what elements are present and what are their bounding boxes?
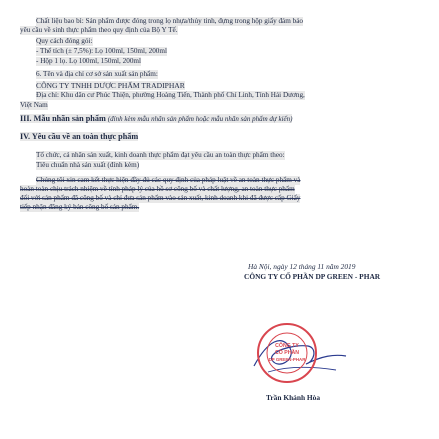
commitment-line4: tiếp nhận đăng ký bản công bố sản phẩm. xyxy=(20,203,140,211)
packaging-material-line2: yêu cầu về sinh thực phẩm theo quy định của Bộ Y Tế. xyxy=(20,26,178,34)
commitment-line2: hoàn toàn chịu trách nhiệm về tính pháp lý của hồ sơ công bố và chất lượng, an toàn thực phẩm xyxy=(20,185,295,193)
signing-date: Hà Nội, ngày 12 tháng 11 năm 2019 xyxy=(248,262,356,271)
packaging-box: - Hộp 1 lọ. Lọ 100ml, 150ml, 200ml xyxy=(36,57,142,65)
company-seal xyxy=(256,322,318,384)
packaging-material-line1: Chất liệu bao bì: Sản phẩm được đóng trong lọ nhựa/thủy tinh, đựng trong hộp giấy đảm bảo xyxy=(36,17,304,25)
company-signatory: CÔNG TY CỔ PHẦN DP GREEN - PHAR xyxy=(244,272,381,281)
packaging-spec-label: Quy cách đóng gói: xyxy=(36,37,93,45)
manufacturer-address-line2: Việt Nam xyxy=(20,101,48,109)
manufacturer-name: CÔNG TY TNHH DƯỢC PHẨM TRADIPHAR xyxy=(36,81,185,90)
packaging-volume: - Thể tích (± 7,5%): Lọ 100ml, 150ml, 200ml xyxy=(36,47,167,55)
manufacturer-address-line1: Địa chỉ: Khu dân cư Phúc Thiện, phường Hoàng Tiến, Thành phố Chí Linh, Tỉnh Hải Dương, xyxy=(36,91,305,99)
svg-text:CÔNG TY: CÔNG TY xyxy=(275,343,299,349)
section-3-title: III. Mẫu nhãn sản phẩm xyxy=(20,114,106,123)
signer-name: Trần Khánh Hòa xyxy=(266,393,321,402)
manufacturer-label: 6. Tên và địa chỉ cơ sở sản xuất sản phẩm: xyxy=(36,70,158,78)
section-4-title: IV. Yêu cầu về an toàn thực phẩm xyxy=(20,132,139,141)
section-4-standard: Tiêu chuẩn nhà sản xuất (đính kèm) xyxy=(36,161,140,169)
section-4-paragraph: Tổ chức, cá nhân sản xuất, kinh doanh thực phẩm đạt yêu cầu an toàn thực phẩm theo: xyxy=(36,151,285,159)
section-3-note: (đính kèm mẫu nhãn sản phẩm hoặc mẫu nhãn sản phẩm dự kiến) xyxy=(107,115,293,123)
svg-text:DP GREEN-PHAR: DP GREEN-PHAR xyxy=(268,357,306,362)
section-3-heading xyxy=(20,114,292,123)
svg-text:CỔ PHẦN: CỔ PHẦN xyxy=(275,350,299,356)
commitment-line3: đối với sản phẩm đã công bố và chỉ đưa sản phẩm vào sản xuất, kinh doanh khi đã được cấp Giấy xyxy=(20,194,301,202)
commitment-line1: Chúng tôi xin cam kết thực hiện đầy đủ các quy định của pháp luật về an toàn thực phẩm và xyxy=(36,176,301,184)
